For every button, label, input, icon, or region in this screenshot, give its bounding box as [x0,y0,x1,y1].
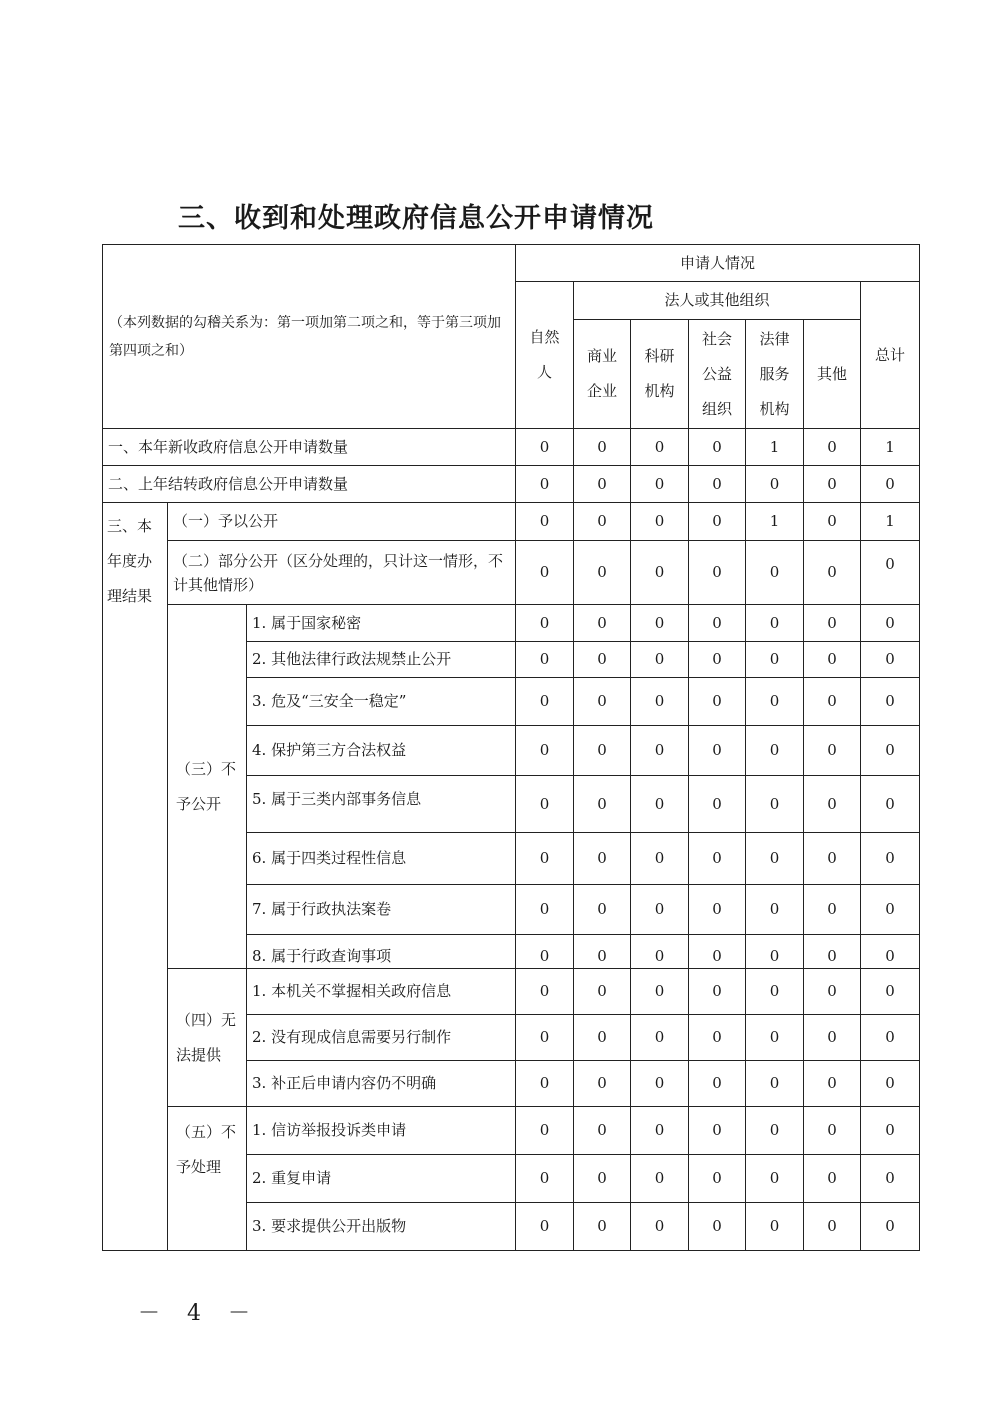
header-legal-group: 法人或其他组织 [574,282,861,320]
row-label: 3. 危及“三安全一稳定” [247,678,516,726]
cell: 0 [689,503,746,541]
cell: 0 [746,1107,804,1155]
row-label: （一）予以公开 [168,503,516,541]
cell: 0 [516,429,574,466]
header-social: 社会 公益 组织 [689,320,746,429]
group4-label: （四）无 法提供 [168,969,247,1107]
cell: 0 [746,466,804,503]
cell: 0 [516,466,574,503]
cell: 0 [689,642,746,678]
section3-label: 三、本 年度办 理结果 [103,503,168,1251]
cell: 0 [574,1155,631,1203]
cell: 0 [574,466,631,503]
cell: 0 [804,1203,861,1251]
cell: 0 [746,605,804,642]
cell: 0 [689,1155,746,1203]
cell: 0 [574,969,631,1015]
cell: 0 [689,935,746,969]
cell: 0 [631,935,689,969]
cell: 1 [746,429,804,466]
header-commercial: 商业 企业 [574,320,631,429]
cell: 0 [574,885,631,935]
cell: 0 [516,541,574,605]
cell: 0 [631,503,689,541]
cell: 0 [574,776,631,833]
cell: 0 [861,541,920,605]
row-label: 2. 没有现成信息需要另行制作 [247,1015,516,1061]
page-number: － 4 － [138,1301,260,1326]
cell: 0 [689,833,746,885]
cell: 0 [861,1155,920,1203]
cell: 0 [804,642,861,678]
cell: 0 [861,969,920,1015]
cell: 0 [631,885,689,935]
cell: 0 [631,726,689,776]
row-label: 8. 属于行政查询事项 [247,935,516,969]
cell: 0 [804,969,861,1015]
cell: 0 [689,466,746,503]
group5-label: （五）不 予处理 [168,1107,247,1251]
cell: 0 [631,1107,689,1155]
cell: 0 [689,1015,746,1061]
cell: 0 [516,642,574,678]
cell: 0 [516,726,574,776]
cell: 0 [689,541,746,605]
cell: 0 [861,678,920,726]
row-label: 一、本年新收政府信息公开申请数量 [103,429,516,466]
cell: 0 [516,605,574,642]
cell: 0 [804,503,861,541]
cell: 0 [516,503,574,541]
cell: 0 [689,429,746,466]
cell: 0 [631,1015,689,1061]
cell: 0 [804,429,861,466]
cell: 0 [861,833,920,885]
row-label: 3. 补正后申请内容仍不明确 [247,1061,516,1107]
cell: 0 [516,833,574,885]
row-label: （二）部分公开（区分处理的，只计这一情形，不计其他情形） [168,541,516,605]
cell: 0 [861,776,920,833]
cell: 0 [804,726,861,776]
header-natural-person: 自然 人 [516,282,574,429]
cell: 0 [516,935,574,969]
cell: 1 [746,503,804,541]
cell: 0 [689,776,746,833]
cell: 0 [516,1155,574,1203]
cell: 0 [631,1203,689,1251]
row-label: 2. 重复申请 [247,1155,516,1203]
cell: 0 [746,1155,804,1203]
cell: 0 [804,1107,861,1155]
row-label: 1. 信访举报投诉类申请 [247,1107,516,1155]
cell: 0 [689,1061,746,1107]
cell: 0 [631,605,689,642]
cell: 0 [574,642,631,678]
row-label: 3. 要求提供公开出版物 [247,1203,516,1251]
row-label: 5. 属于三类内部事务信息 [247,776,516,833]
cell: 0 [861,935,920,969]
cell: 0 [746,935,804,969]
cell: 0 [804,1061,861,1107]
cell: 0 [804,935,861,969]
cell: 0 [746,1015,804,1061]
cell: 0 [574,678,631,726]
header-other: 其他 [804,320,861,429]
cell: 0 [631,776,689,833]
cell: 0 [804,678,861,726]
cell: 0 [516,1015,574,1061]
cell: 0 [574,1015,631,1061]
cell: 0 [804,541,861,605]
header-total: 总计 [861,282,920,429]
cell: 0 [516,1061,574,1107]
cell: 0 [746,642,804,678]
info-disclosure-table [102,244,920,1251]
cell: 0 [689,1203,746,1251]
cell: 0 [804,466,861,503]
cell: 0 [689,726,746,776]
cell: 0 [689,885,746,935]
cell: 0 [574,1107,631,1155]
cell: 0 [516,1203,574,1251]
header-legal-service: 法律 服务 机构 [746,320,804,429]
cell: 0 [746,969,804,1015]
cell: 0 [746,885,804,935]
cell: 0 [631,429,689,466]
row-label: 二、上年结转政府信息公开申请数量 [103,466,516,503]
cell: 0 [804,776,861,833]
row-label: 2. 其他法律行政法规禁止公开 [247,642,516,678]
cell: 0 [746,1203,804,1251]
cell: 0 [574,1061,631,1107]
cell: 0 [574,429,631,466]
cell: 0 [746,726,804,776]
cell: 1 [861,429,920,466]
cell: 1 [861,503,920,541]
cell: 0 [574,726,631,776]
header-research: 科研 机构 [631,320,689,429]
cell: 0 [804,605,861,642]
cell: 0 [689,678,746,726]
cell: 0 [574,541,631,605]
cell: 0 [861,1015,920,1061]
row-label: 4. 保护第三方合法权益 [247,726,516,776]
cell: 0 [689,605,746,642]
cell: 0 [861,1107,920,1155]
cell: 0 [861,605,920,642]
cell: 0 [746,833,804,885]
cell: 0 [631,1061,689,1107]
cell: 0 [689,969,746,1015]
cell: 0 [574,935,631,969]
row-label: 1. 属于国家秘密 [247,605,516,642]
group3-label: （三）不 予公开 [168,605,247,969]
cell: 0 [574,503,631,541]
cell: 0 [631,1155,689,1203]
cell: 0 [861,466,920,503]
row-label: 6. 属于四类过程性信息 [247,833,516,885]
cell: 0 [746,1061,804,1107]
cell: 0 [516,678,574,726]
cell: 0 [746,678,804,726]
row-label: 1. 本机关不掌握相关政府信息 [247,969,516,1015]
cell: 0 [631,541,689,605]
cell: 0 [516,776,574,833]
cell: 0 [631,969,689,1015]
cell: 0 [516,969,574,1015]
row-label: 7. 属于行政执法案卷 [247,885,516,935]
cell: 0 [861,726,920,776]
cell: 0 [804,833,861,885]
cell: 0 [631,833,689,885]
cell: 0 [746,541,804,605]
cell: 0 [861,885,920,935]
header-applicant: 申请人情况 [516,245,920,282]
cell: 0 [631,678,689,726]
cell: 0 [631,642,689,678]
cell: 0 [689,1107,746,1155]
cell: 0 [574,605,631,642]
cell: 0 [804,885,861,935]
cell: 0 [746,776,804,833]
cell: 0 [516,1107,574,1155]
cell: 0 [804,1015,861,1061]
cell: 0 [861,642,920,678]
cell: 0 [574,1203,631,1251]
cell: 0 [516,885,574,935]
cell: 0 [804,1155,861,1203]
cell: 0 [574,833,631,885]
cell: 0 [861,1203,920,1251]
cell: 0 [631,466,689,503]
page-title: 三、收到和处理政府信息公开申请情况 [178,203,654,234]
table-note: （本列数据的勾稽关系为：第一项加第二项之和，等于第三项加第四项之和） [103,245,516,429]
cell: 0 [861,1061,920,1107]
